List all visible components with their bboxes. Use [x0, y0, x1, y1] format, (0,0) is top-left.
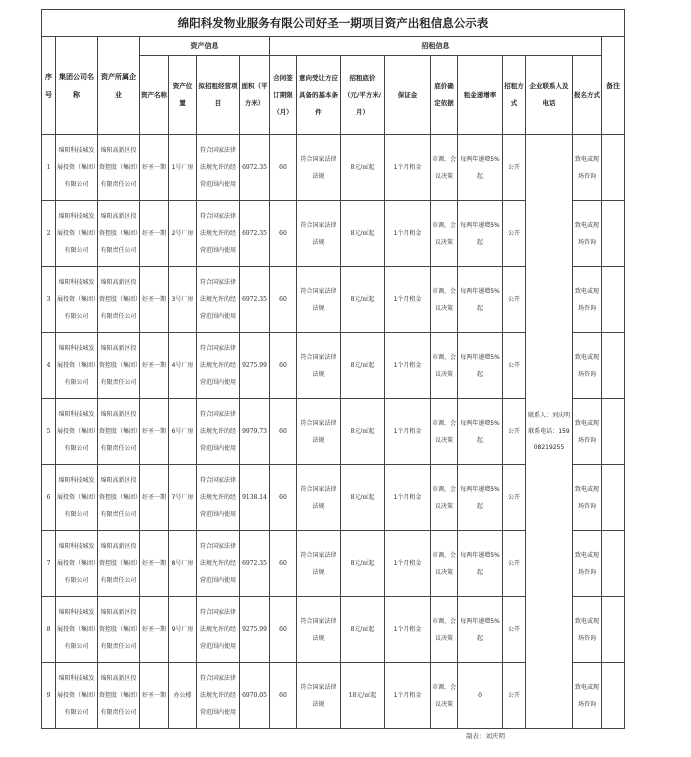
cell-remark: [602, 597, 625, 663]
cell-signup: 致电或现场咨询: [573, 333, 602, 399]
cell-project: 符合国家法律法规允许的经营范围内使用: [197, 267, 240, 333]
cell-conditions: 符合国家法律法规: [297, 531, 341, 597]
cell-location: 6号厂房: [169, 399, 197, 465]
cell-area: 9275.99: [240, 597, 270, 663]
cell-remark: [602, 333, 625, 399]
cell-group-company: 绵阳科技城发展投资（集团）有限公司: [56, 201, 98, 267]
cell-deposit: 1个月租金: [385, 531, 431, 597]
cell-price-basis: 市调、会议决策: [431, 135, 458, 201]
cell-seq: 2: [42, 201, 56, 267]
cell-term: 60: [270, 597, 297, 663]
header-base-price: 招租底价（元/平方米/月）: [341, 56, 385, 135]
cell-base-price: 8元/㎡起: [341, 465, 385, 531]
cell-conditions: 符合国家法律法规: [297, 597, 341, 663]
cell-remark: [602, 399, 625, 465]
cell-owner: 绵阳高新区投资控股（集团）有限责任公司: [98, 135, 140, 201]
cell-signup: 致电或现场咨询: [573, 663, 602, 729]
cell-price-basis: 市调、会议决策: [431, 267, 458, 333]
cell-term: 60: [270, 663, 297, 729]
cell-method: 公开: [503, 465, 526, 531]
header-conditions: 意向受让方应具备的基本条件: [297, 56, 341, 135]
cell-area: 6972.35: [240, 201, 270, 267]
cell-base-price: 8元/㎡起: [341, 267, 385, 333]
cell-area: 6972.35: [240, 267, 270, 333]
cell-method: 公开: [503, 333, 526, 399]
cell-group-company: 绵阳科技城发展投资（集团）有限公司: [56, 267, 98, 333]
table-row: [42, 135, 625, 201]
header-contact: 企业联系人及电话: [526, 56, 573, 135]
cell-project: 符合国家法律法规允许的经营范围内使用: [197, 399, 240, 465]
header-method: 招租方式: [503, 56, 526, 135]
cell-method: 公开: [503, 135, 526, 201]
cell-conditions: 符合国家法律法规: [297, 399, 341, 465]
cell-conditions: 符合国家法律法规: [297, 267, 341, 333]
cell-method: 公开: [503, 201, 526, 267]
header-remark: 备注: [602, 37, 625, 135]
header-owner: 资产所属企业: [98, 37, 140, 135]
header-location: 资产位置: [169, 56, 197, 135]
cell-increase: 每两年递增5%起: [458, 333, 503, 399]
header-term: 合同签订期限（月）: [270, 56, 297, 135]
cell-asset-name: 好圣一期: [140, 399, 169, 465]
group-asset-info: 资产信息: [140, 37, 270, 56]
cell-seq: 6: [42, 465, 56, 531]
footer-tabulator: 制表：刘庆明: [466, 732, 505, 740]
cell-area: 6972.35: [240, 531, 270, 597]
cell-asset-name: 好圣一期: [140, 201, 169, 267]
header-group-company: 集团公司名称: [56, 37, 98, 135]
header-asset-name: 资产名称: [140, 56, 169, 135]
cell-conditions: 符合国家法律法规: [297, 663, 341, 729]
cell-signup: 致电或现场咨询: [573, 465, 602, 531]
contact-person: 联系人：刘庆明: [527, 411, 570, 419]
cell-term: 60: [270, 135, 297, 201]
cell-location: 办公楼: [169, 663, 197, 729]
cell-project: 符合国家法律法规允许的经营范围内使用: [197, 663, 240, 729]
cell-group-company: 绵阳科技城发展投资（集团）有限公司: [56, 663, 98, 729]
cell-group-company: 绵阳科技城发展投资（集团）有限公司: [56, 135, 98, 201]
cell-asset-name: 好圣一期: [140, 531, 169, 597]
table-body: [42, 135, 625, 729]
disclosure-sheet: [41, 9, 624, 729]
cell-price-basis: 市调、会议决策: [431, 531, 458, 597]
cell-owner: 绵阳高新区投资控股（集团）有限责任公司: [98, 267, 140, 333]
cell-project: 符合国家法律法规允许的经营范围内使用: [197, 465, 240, 531]
cell-deposit: 1个月租金: [385, 597, 431, 663]
cell-seq: 3: [42, 267, 56, 333]
cell-project: 符合国家法律法规允许的经营范围内使用: [197, 135, 240, 201]
cell-conditions: 符合国家法律法规: [297, 465, 341, 531]
cell-term: 60: [270, 465, 297, 531]
cell-price-basis: 市调、会议决策: [431, 201, 458, 267]
cell-location: 2号厂房: [169, 201, 197, 267]
cell-conditions: 符合国家法律法规: [297, 135, 341, 201]
cell-price-basis: 市调、会议决策: [431, 399, 458, 465]
cell-base-price: 8元/㎡起: [341, 399, 385, 465]
cell-owner: 绵阳高新区投资控股（集团）有限责任公司: [98, 201, 140, 267]
cell-group-company: 绵阳科技城发展投资（集团）有限公司: [56, 531, 98, 597]
cell-price-basis: 市调、会议决策: [431, 465, 458, 531]
cell-method: 公开: [503, 267, 526, 333]
cell-asset-name: 好圣一期: [140, 597, 169, 663]
cell-remark: [602, 135, 625, 201]
cell-asset-name: 好圣一期: [140, 135, 169, 201]
cell-group-company: 绵阳科技城发展投资（集团）有限公司: [56, 465, 98, 531]
cell-asset-name: 好圣一期: [140, 333, 169, 399]
cell-increase: 每两年递增5%起: [458, 465, 503, 531]
cell-area: 9275.99: [240, 333, 270, 399]
cell-project: 符合国家法律法规允许的经营范围内使用: [197, 531, 240, 597]
cell-owner: 绵阳高新区投资控股（集团）有限责任公司: [98, 531, 140, 597]
cell-project: 符合国家法律法规允许的经营范围内使用: [197, 333, 240, 399]
cell-deposit: 1个月租金: [385, 201, 431, 267]
cell-increase: 每两年递增5%起: [458, 201, 503, 267]
cell-term: 60: [270, 399, 297, 465]
cell-method: 公开: [503, 597, 526, 663]
cell-owner: 绵阳高新区投资控股（集团）有限责任公司: [98, 597, 140, 663]
cell-seq: 4: [42, 333, 56, 399]
cell-increase: 每两年递增5%起: [458, 267, 503, 333]
cell-deposit: 1个月租金: [385, 333, 431, 399]
cell-location: 9号厂房: [169, 597, 197, 663]
cell-seq: 8: [42, 597, 56, 663]
cell-price-basis: 市调、会议决策: [431, 597, 458, 663]
cell-deposit: 1个月租金: [385, 663, 431, 729]
cell-deposit: 1个月租金: [385, 135, 431, 201]
header-project: 拟招租经营项目: [197, 56, 240, 135]
cell-price-basis: 市调、会议决策: [431, 663, 458, 729]
header-seq: 序号: [42, 37, 56, 135]
cell-asset-name: 好圣一期: [140, 465, 169, 531]
cell-signup: 致电或现场咨询: [573, 597, 602, 663]
header-price-basis: 底价确定依据: [431, 56, 458, 135]
cell-method: 公开: [503, 531, 526, 597]
cell-term: 60: [270, 201, 297, 267]
cell-seq: 9: [42, 663, 56, 729]
cell-remark: [602, 465, 625, 531]
group-rent-info: 招租信息: [270, 37, 602, 56]
header-deposit: 保证金: [385, 56, 431, 135]
cell-project: 符合国家法律法规允许的经营范围内使用: [197, 201, 240, 267]
cell-group-company: 绵阳科技城发展投资（集团）有限公司: [56, 597, 98, 663]
cell-owner: 绵阳高新区投资控股（集团）有限责任公司: [98, 465, 140, 531]
cell-base-price: 18元/㎡起: [341, 663, 385, 729]
cell-method: 公开: [503, 399, 526, 465]
cell-area: 9138.14: [240, 465, 270, 531]
cell-group-company: 绵阳科技城发展投资（集团）有限公司: [56, 333, 98, 399]
cell-owner: 绵阳高新区投资控股（集团）有限责任公司: [98, 399, 140, 465]
cell-remark: [602, 663, 625, 729]
cell-location: 1号厂房: [169, 135, 197, 201]
cell-area: 6972.35: [240, 135, 270, 201]
header-area: 面积（平方米）: [240, 56, 270, 135]
cell-asset-name: 好圣一期: [140, 663, 169, 729]
cell-owner: 绵阳高新区投资控股（集团）有限责任公司: [98, 333, 140, 399]
header-signup: 报名方式: [573, 56, 602, 135]
header-increase: 租金递增率: [458, 56, 503, 135]
cell-area: 9979.73: [240, 399, 270, 465]
cell-remark: [602, 201, 625, 267]
cell-conditions: 符合国家法律法规: [297, 201, 341, 267]
cell-seq: 7: [42, 531, 56, 597]
cell-location: 8号厂房: [169, 531, 197, 597]
cell-base-price: 8元/㎡起: [341, 531, 385, 597]
cell-location: 3号厂房: [169, 267, 197, 333]
cell-area: 6970.05: [240, 663, 270, 729]
asset-rental-table: [41, 9, 625, 729]
cell-remark: [602, 267, 625, 333]
cell-signup: 致电或现场咨询: [573, 531, 602, 597]
table-title: 绵阳科发物业服务有限公司好圣一期项目资产出租信息公示表: [42, 10, 625, 37]
cell-signup: 致电或现场咨询: [573, 135, 602, 201]
cell-deposit: 1个月租金: [385, 465, 431, 531]
cell-asset-name: 好圣一期: [140, 267, 169, 333]
cell-seq: 5: [42, 399, 56, 465]
cell-increase: 每两年递增5%起: [458, 597, 503, 663]
cell-base-price: 8元/㎡起: [341, 333, 385, 399]
cell-signup: 致电或现场咨询: [573, 267, 602, 333]
cell-term: 60: [270, 267, 297, 333]
cell-deposit: 1个月租金: [385, 267, 431, 333]
cell-remark: [602, 531, 625, 597]
cell-signup: 致电或现场咨询: [573, 399, 602, 465]
cell-signup: 致电或现场咨询: [573, 201, 602, 267]
cell-contact: [526, 135, 573, 729]
cell-location: 4号厂房: [169, 333, 197, 399]
cell-group-company: 绵阳科技城发展投资（集团）有限公司: [56, 399, 98, 465]
cell-conditions: 符合国家法律法规: [297, 333, 341, 399]
cell-method: 公开: [503, 663, 526, 729]
cell-owner: 绵阳高新区投资控股（集团）有限责任公司: [98, 663, 140, 729]
cell-increase: 每两年递增5%起: [458, 399, 503, 465]
cell-base-price: 8元/㎡起: [341, 597, 385, 663]
cell-deposit: 1个月租金: [385, 399, 431, 465]
cell-price-basis: 市调、会议决策: [431, 333, 458, 399]
cell-location: 7号厂房: [169, 465, 197, 531]
cell-term: 60: [270, 333, 297, 399]
cell-base-price: 8元/㎡起: [341, 135, 385, 201]
cell-increase: 每两年递增5%起: [458, 531, 503, 597]
contact-phone: 联系电话：15908219255: [528, 427, 570, 451]
cell-seq: 1: [42, 135, 56, 201]
cell-base-price: 8元/㎡起: [341, 201, 385, 267]
cell-increase: 每两年递增5%起: [458, 135, 503, 201]
cell-increase: 0: [458, 663, 503, 729]
cell-project: 符合国家法律法规允许的经营范围内使用: [197, 597, 240, 663]
cell-term: 60: [270, 531, 297, 597]
